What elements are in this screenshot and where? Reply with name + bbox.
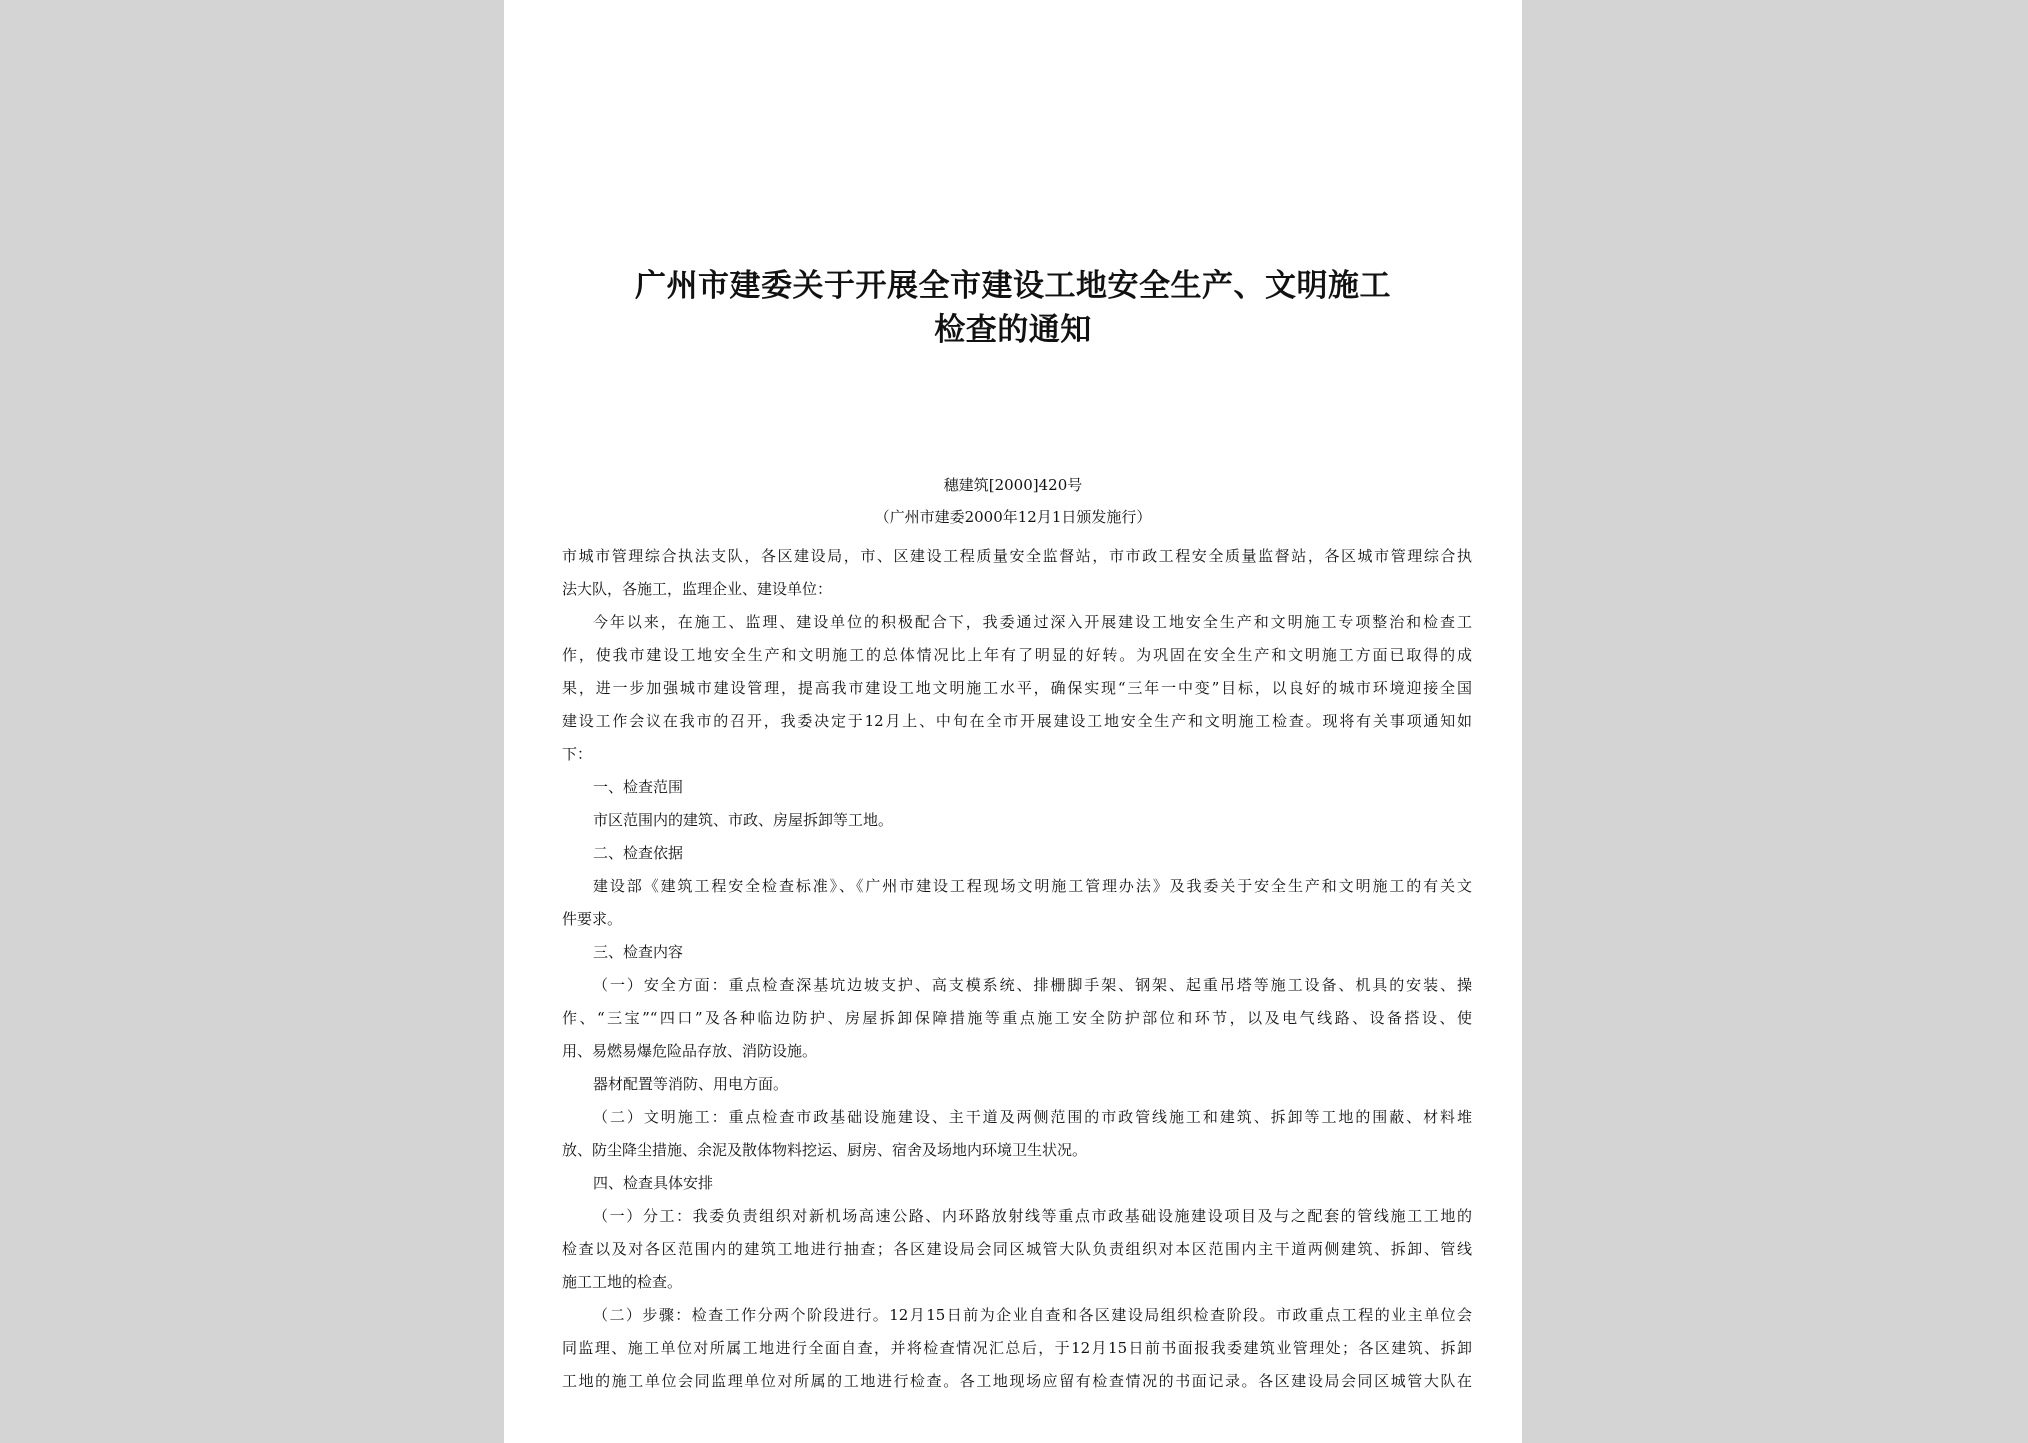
body-line: 果，进一步加强城市建设管理，提高我市建设工地文明施工水平，确保实现“三年一中变”目标，以良好的城市环境迎接全国 [562,679,1472,697]
issue-note: （广州市建委2000年12月1日颁发施行） [874,508,1152,526]
section-heading: 四、检查具体安排 [593,1174,714,1192]
body-line: 施工工地的检查。 [562,1273,683,1291]
body-line: 建设工作会议在我市的召开，我委决定于12月上、中旬在全市开展建设工地安全生产和文明施工检查。现将有关事项通知如 [562,712,1472,730]
section-heading: 一、检查范围 [593,778,684,796]
body-line: 同监理、施工单位对所属工地进行全面自查，并将检查情况汇总后，于12月15日前书面报我委建筑业管理处；各区建筑、拆卸 [562,1339,1472,1357]
body-line: 市城市管理综合执法支队，各区建设局，市、区建设工程质量安全监督站，市市政工程安全质量监督站，各区城市管理综合执 [562,547,1472,565]
body-line: 检查以及对各区范围内的建筑工地进行抽查；各区建设局会同区城管大队负责组织对本区范围内主干道两侧建筑、拆卸、管线 [562,1240,1472,1258]
body-line: 今年以来，在施工、监理、建设单位的积极配合下，我委通过深入开展建设工地安全生产和文明施工专项整治和检查工 [593,613,1472,631]
body-line: 件要求。 [562,910,623,928]
body-line: 下： [562,745,593,763]
document-title-line-2: 检查的通知 [934,312,1092,348]
body-line: 器材配置等消防、用电方面。 [593,1075,789,1093]
body-line: 法大队，各施工，监理企业、建设单位： [562,580,833,598]
body-line: 工地的施工单位会同监理单位对所属的工地进行检查。各工地现场应留有检查情况的书面记录。各区建设局会同区城管大队在 [562,1372,1472,1390]
document-page [504,0,1522,1443]
body-line: 用、易燃易爆危险品存放、消防设施。 [562,1042,818,1060]
body-line: 建设部《建筑工程安全检查标准》、《广州市建设工程现场文明施工管理办法》及我委关于安全生产和文明施工的有关文 [593,877,1472,895]
document-title-line-1: 广州市建委关于开展全市建设工地安全生产、文明施工 [635,268,1391,304]
body-line: （一）分工：我委负责组织对新机场高速公路、内环路放射线等重点市政基础设施建设项目及与之配套的管线施工工地的 [593,1207,1472,1225]
section-heading: 三、检查内容 [593,943,684,961]
body-line: （二）步骤：检查工作分两个阶段进行。12月15日前为企业自查和各区建设局组织检查阶段。市政重点工程的业主单位会 [593,1306,1472,1324]
body-line: 作、“三宝”“四口”及各种临边防护、房屋拆卸保障措施等重点施工安全防护部位和环节，以及电气线路、设备搭设、使 [562,1009,1472,1027]
document-body [562,540,1472,1398]
body-line: （一）安全方面：重点检查深基坑边坡支护、高支模系统、排栅脚手架、钢架、起重吊塔等施工设备、机具的安装、操 [593,976,1472,994]
body-line: 市区范围内的建筑、市政、房屋拆卸等工地。 [593,811,894,829]
section-heading: 二、检查依据 [593,844,684,862]
document-number: 穗建筑[2000]420号 [943,476,1083,494]
body-line: 作，使我市建设工地安全生产和文明施工的总体情况比上年有了明显的好转。为巩固在安全生产和文明施工方面已取得的成 [562,646,1472,664]
body-line: 放、防尘降尘措施、余泥及散体物料挖运、厨房、宿舍及场地内环境卫生状况。 [562,1141,1088,1159]
body-line: （二）文明施工：重点检查市政基础设施建设、主干道及两侧范围的市政管线施工和建筑、拆卸等工地的围蔽、材料堆 [593,1108,1472,1126]
